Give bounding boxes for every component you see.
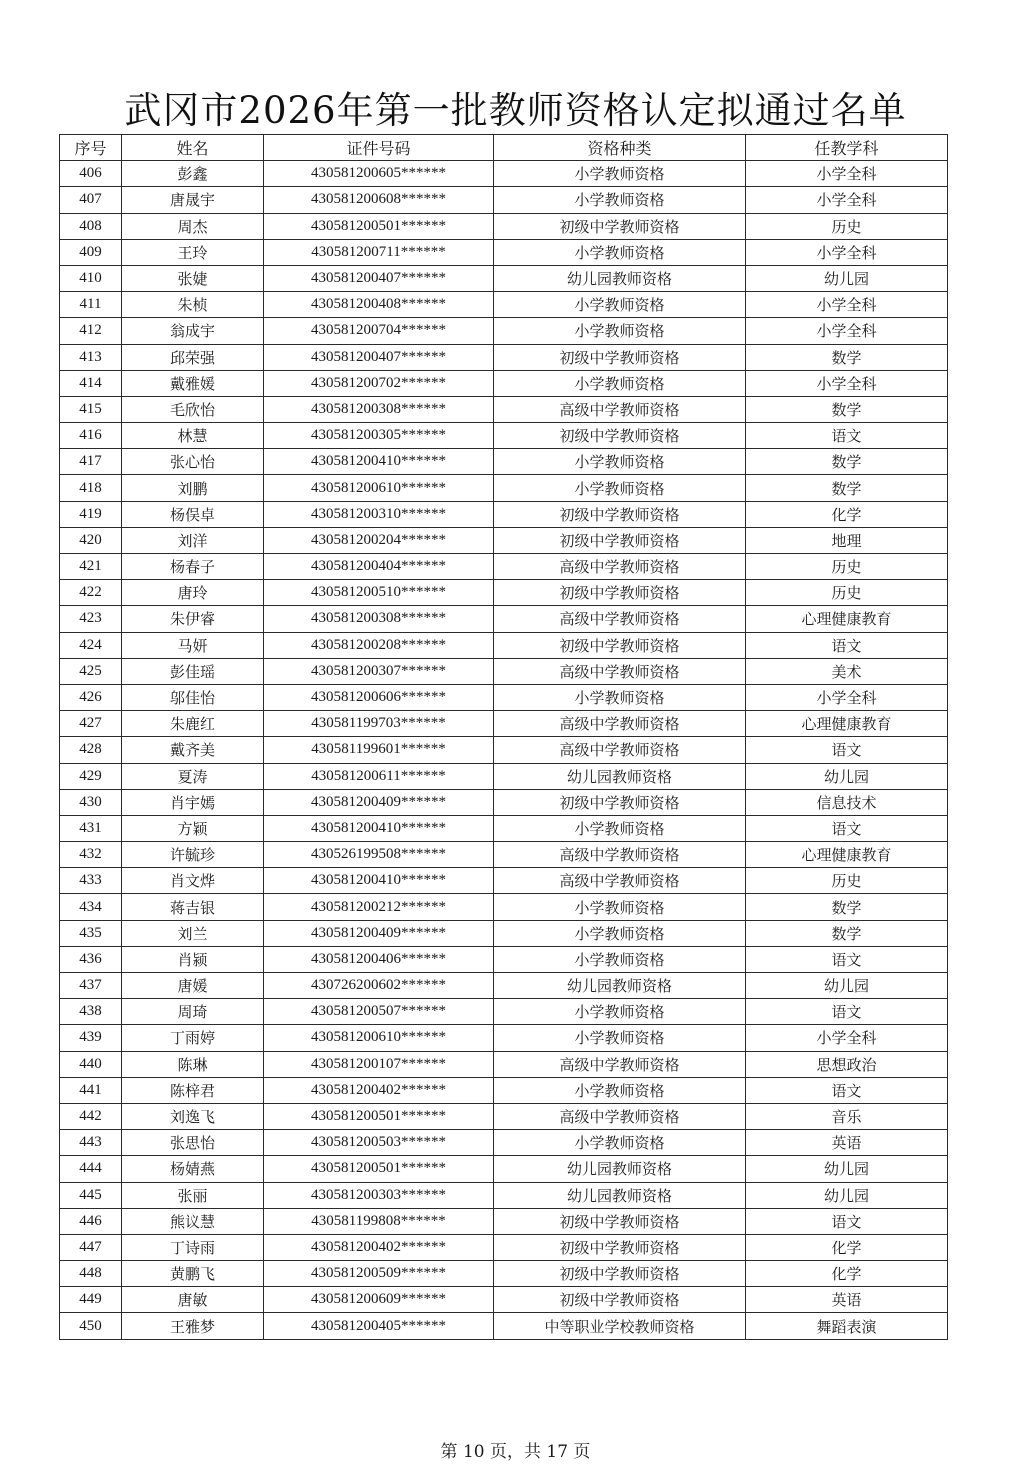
id-number: 430581200702****** [264,370,494,396]
row-number: 446 [60,1208,122,1234]
qualification-type: 高级中学教师资格 [494,711,746,737]
teacher-name: 马妍 [122,632,264,658]
teaching-subject: 幼儿园 [746,265,948,291]
id-number: 430581200606****** [264,684,494,710]
teaching-subject: 语文 [746,1077,948,1103]
teacher-name: 翁成宇 [122,318,264,344]
table-row [60,868,948,894]
table-row [60,1182,948,1208]
qualification-type: 小学教师资格 [494,370,746,396]
id-number: 430581200402****** [264,1234,494,1260]
col-header-id-number: 证件号码 [264,135,494,161]
teacher-name: 夏涛 [122,763,264,789]
teacher-name: 肖宇嫣 [122,789,264,815]
id-number: 430581200402****** [264,1077,494,1103]
teacher-name: 邱荣强 [122,344,264,370]
id-number: 430726200602****** [264,973,494,999]
qualification-type: 高级中学教师资格 [494,1051,746,1077]
table-row [60,842,948,868]
row-number: 423 [60,606,122,632]
table-row [60,763,948,789]
teaching-subject: 数学 [746,344,948,370]
qualification-type: 初级中学教师资格 [494,789,746,815]
qualification-type: 初级中学教师资格 [494,527,746,553]
table-row [60,711,948,737]
teaching-subject: 思想政治 [746,1051,948,1077]
teaching-subject: 数学 [746,449,948,475]
table-row [60,684,948,710]
id-number: 430581200509****** [264,1261,494,1287]
row-number: 437 [60,973,122,999]
teacher-name: 方颖 [122,815,264,841]
row-number: 415 [60,396,122,422]
qualification-type: 高级中学教师资格 [494,737,746,763]
teacher-name: 杨婧燕 [122,1156,264,1182]
table-row [60,1287,948,1313]
id-number: 430581199601****** [264,737,494,763]
id-number: 430581200303****** [264,1182,494,1208]
teaching-subject: 小学全科 [746,1025,948,1051]
table-row [60,396,948,422]
teacher-name: 刘鹏 [122,475,264,501]
qualification-type: 初级中学教师资格 [494,580,746,606]
table-row [60,1025,948,1051]
col-header-teaching-subject: 任教学科 [746,135,948,161]
id-number: 430581200611****** [264,763,494,789]
row-number: 428 [60,737,122,763]
teacher-name: 王玲 [122,239,264,265]
row-number: 445 [60,1182,122,1208]
row-number: 420 [60,527,122,553]
qualification-type: 小学教师资格 [494,815,746,841]
teaching-subject: 语文 [746,946,948,972]
teaching-subject: 心理健康教育 [746,606,948,632]
teaching-subject: 化学 [746,1234,948,1260]
id-number: 430581200501****** [264,213,494,239]
teaching-subject: 信息技术 [746,789,948,815]
id-number: 430581200310****** [264,501,494,527]
id-number: 430581200501****** [264,1156,494,1182]
teacher-name: 戴齐美 [122,737,264,763]
table-row [60,449,948,475]
id-number: 430581200212****** [264,894,494,920]
row-number: 443 [60,1130,122,1156]
id-number: 430581200610****** [264,475,494,501]
table-row [60,580,948,606]
qualification-type: 幼儿园教师资格 [494,1156,746,1182]
teaching-subject: 数学 [746,894,948,920]
row-number: 450 [60,1313,122,1339]
table-row [60,1313,948,1339]
table-row [60,501,948,527]
row-number: 406 [60,161,122,187]
id-number: 430581200510****** [264,580,494,606]
row-number: 430 [60,789,122,815]
table-row [60,632,948,658]
teaching-subject: 语文 [746,632,948,658]
id-number: 430581200407****** [264,344,494,370]
teacher-name: 张思怡 [122,1130,264,1156]
table-row [60,370,948,396]
teacher-name: 肖文烨 [122,868,264,894]
teaching-subject: 英语 [746,1287,948,1313]
teaching-subject: 语文 [746,999,948,1025]
qualification-type: 初级中学教师资格 [494,1261,746,1287]
teaching-subject: 小学全科 [746,318,948,344]
qualification-type: 小学教师资格 [494,449,746,475]
qualification-type: 小学教师资格 [494,920,746,946]
row-number: 426 [60,684,122,710]
document-title: 武冈市2026年第一批教师资格认定拟通过名单 [124,89,907,132]
table-row [60,1130,948,1156]
row-number: 414 [60,370,122,396]
teacher-name: 周杰 [122,213,264,239]
row-number: 413 [60,344,122,370]
teacher-name: 唐媛 [122,973,264,999]
teaching-subject: 小学全科 [746,239,948,265]
qualification-type: 高级中学教师资格 [494,868,746,894]
row-number: 422 [60,580,122,606]
qualification-type: 小学教师资格 [494,292,746,318]
qualification-type: 小学教师资格 [494,1077,746,1103]
teaching-subject: 美术 [746,658,948,684]
teacher-name: 陈梓君 [122,1077,264,1103]
qualification-type: 幼儿园教师资格 [494,1182,746,1208]
qualification-type: 初级中学教师资格 [494,632,746,658]
id-number: 430581200410****** [264,449,494,475]
teaching-subject: 小学全科 [746,684,948,710]
teaching-subject: 心理健康教育 [746,711,948,737]
table-row [60,658,948,684]
teaching-subject: 数学 [746,920,948,946]
row-number: 416 [60,423,122,449]
id-number: 430526199508****** [264,842,494,868]
row-number: 411 [60,292,122,318]
row-number: 438 [60,999,122,1025]
qualification-type: 初级中学教师资格 [494,344,746,370]
teaching-subject: 数学 [746,475,948,501]
qualification-type: 高级中学教师资格 [494,658,746,684]
qualification-type: 初级中学教师资格 [494,1287,746,1313]
table-row [60,527,948,553]
teacher-name: 熊议慧 [122,1208,264,1234]
id-number: 430581199703****** [264,711,494,737]
qualification-type: 小学教师资格 [494,1025,746,1051]
teaching-subject: 历史 [746,213,948,239]
teaching-subject: 历史 [746,554,948,580]
teaching-subject: 小学全科 [746,187,948,213]
teaching-subject: 历史 [746,868,948,894]
teacher-name: 陈琳 [122,1051,264,1077]
teacher-name: 朱伊睿 [122,606,264,632]
teaching-subject: 语文 [746,423,948,449]
teaching-subject: 英语 [746,1130,948,1156]
teacher-name: 刘兰 [122,920,264,946]
row-number: 440 [60,1051,122,1077]
qualification-type: 小学教师资格 [494,239,746,265]
teacher-name: 杨俣卓 [122,501,264,527]
table-row [60,946,948,972]
id-number: 430581200408****** [264,292,494,318]
id-number: 430581200608****** [264,187,494,213]
qualification-type: 小学教师资格 [494,894,746,920]
header-row [60,135,948,161]
table-row [60,789,948,815]
id-number: 430581200410****** [264,868,494,894]
row-number: 433 [60,868,122,894]
teacher-name: 许毓珍 [122,842,264,868]
table-row [60,1103,948,1129]
id-number: 430581200208****** [264,632,494,658]
teaching-subject: 幼儿园 [746,973,948,999]
qualification-type: 小学教师资格 [494,684,746,710]
page-footer: 第 10 页，共 17 页 [440,1442,591,1462]
table-row [60,1261,948,1287]
teacher-name: 杨春子 [122,554,264,580]
table-row [60,239,948,265]
row-number: 417 [60,449,122,475]
id-number: 430581200305****** [264,423,494,449]
id-number: 430581200204****** [264,527,494,553]
teaching-subject: 语文 [746,815,948,841]
qualification-type: 幼儿园教师资格 [494,973,746,999]
id-number: 430581200107****** [264,1051,494,1077]
teaching-subject: 小学全科 [746,292,948,318]
table-row [60,606,948,632]
table-row [60,318,948,344]
table-row [60,973,948,999]
qualification-type: 小学教师资格 [494,318,746,344]
teaching-subject: 小学全科 [746,161,948,187]
row-number: 442 [60,1103,122,1129]
id-number: 430581199808****** [264,1208,494,1234]
row-number: 412 [60,318,122,344]
qualification-type: 幼儿园教师资格 [494,265,746,291]
teacher-name: 丁诗雨 [122,1234,264,1260]
id-number: 430581200609****** [264,1287,494,1313]
qualification-type: 高级中学教师资格 [494,554,746,580]
row-number: 441 [60,1077,122,1103]
id-number: 430581200308****** [264,396,494,422]
teacher-name: 张婕 [122,265,264,291]
row-number: 449 [60,1287,122,1313]
table-row [60,737,948,763]
row-number: 408 [60,213,122,239]
teaching-subject: 语文 [746,1208,948,1234]
qualification-type: 小学教师资格 [494,1130,746,1156]
teacher-name: 张丽 [122,1182,264,1208]
id-number: 430581200501****** [264,1103,494,1129]
id-number: 430581200704****** [264,318,494,344]
row-number: 429 [60,763,122,789]
id-number: 430581200507****** [264,999,494,1025]
table-row [60,292,948,318]
teaching-subject: 地理 [746,527,948,553]
teaching-subject: 舞蹈表演 [746,1313,948,1339]
id-number: 430581200409****** [264,920,494,946]
teaching-subject: 小学全科 [746,370,948,396]
row-number: 418 [60,475,122,501]
row-number: 425 [60,658,122,684]
teaching-subject: 幼儿园 [746,763,948,789]
id-number: 430581200711****** [264,239,494,265]
qualification-type: 小学教师资格 [494,187,746,213]
row-number: 436 [60,946,122,972]
teacher-name: 王雅梦 [122,1313,264,1339]
teaching-subject: 心理健康教育 [746,842,948,868]
teacher-name: 林慧 [122,423,264,449]
id-number: 430581200409****** [264,789,494,815]
table-row [60,1051,948,1077]
qualification-type: 初级中学教师资格 [494,1208,746,1234]
teaching-subject: 历史 [746,580,948,606]
qualification-type: 小学教师资格 [494,946,746,972]
table-row [60,265,948,291]
row-number: 424 [60,632,122,658]
table-row [60,1156,948,1182]
id-number: 430581200605****** [264,161,494,187]
teaching-subject: 语文 [746,737,948,763]
teacher-name: 戴雅媛 [122,370,264,396]
teaching-subject: 音乐 [746,1103,948,1129]
row-number: 448 [60,1261,122,1287]
qualification-type: 幼儿园教师资格 [494,763,746,789]
table-row [60,213,948,239]
row-number: 435 [60,920,122,946]
teacher-name: 丁雨婷 [122,1025,264,1051]
id-number: 430581200503****** [264,1130,494,1156]
qualification-type: 初级中学教师资格 [494,423,746,449]
roster-table [59,134,948,1340]
id-number: 430581200610****** [264,1025,494,1051]
teaching-subject: 幼儿园 [746,1182,948,1208]
table-row [60,894,948,920]
id-number: 430581200407****** [264,265,494,291]
id-number: 430581200405****** [264,1313,494,1339]
teacher-name: 彭鑫 [122,161,264,187]
row-number: 432 [60,842,122,868]
teacher-name: 朱桢 [122,292,264,318]
teacher-name: 刘洋 [122,527,264,553]
teacher-name: 唐晟宇 [122,187,264,213]
col-header-qualification-type: 资格种类 [494,135,746,161]
row-number: 407 [60,187,122,213]
row-number: 444 [60,1156,122,1182]
col-header-name: 姓名 [122,135,264,161]
teacher-name: 邬佳怡 [122,684,264,710]
row-number: 434 [60,894,122,920]
table-row [60,344,948,370]
row-number: 427 [60,711,122,737]
row-number: 419 [60,501,122,527]
table-row [60,1234,948,1260]
table-row [60,187,948,213]
teaching-subject: 化学 [746,501,948,527]
teacher-name: 唐玲 [122,580,264,606]
table-row [60,423,948,449]
qualification-type: 初级中学教师资格 [494,213,746,239]
col-header-number: 序号 [60,135,122,161]
teaching-subject: 化学 [746,1261,948,1287]
table-row [60,1077,948,1103]
teacher-name: 蒋吉银 [122,894,264,920]
teacher-name: 毛欣怡 [122,396,264,422]
qualification-type: 小学教师资格 [494,999,746,1025]
teaching-subject: 幼儿园 [746,1156,948,1182]
qualification-type: 高级中学教师资格 [494,1103,746,1129]
teacher-name: 张心怡 [122,449,264,475]
table-row [60,475,948,501]
row-number: 447 [60,1234,122,1260]
table-row [60,1208,948,1234]
table-row [60,161,948,187]
row-number: 421 [60,554,122,580]
qualification-type: 中等职业学校教师资格 [494,1313,746,1339]
id-number: 430581200307****** [264,658,494,684]
row-number: 431 [60,815,122,841]
teacher-name: 黄鹏飞 [122,1261,264,1287]
table-row [60,920,948,946]
table-row [60,554,948,580]
table-row [60,815,948,841]
teacher-name: 刘逸飞 [122,1103,264,1129]
teacher-name: 周琦 [122,999,264,1025]
qualification-type: 小学教师资格 [494,475,746,501]
id-number: 430581200404****** [264,554,494,580]
qualification-type: 初级中学教师资格 [494,1234,746,1260]
qualification-type: 高级中学教师资格 [494,842,746,868]
table-row [60,999,948,1025]
roster-body [60,161,948,1339]
teacher-name: 肖颍 [122,946,264,972]
id-number: 430581200406****** [264,946,494,972]
qualification-type: 高级中学教师资格 [494,396,746,422]
teacher-name: 唐敏 [122,1287,264,1313]
teacher-name: 朱鹿红 [122,711,264,737]
row-number: 439 [60,1025,122,1051]
row-number: 409 [60,239,122,265]
teaching-subject: 数学 [746,396,948,422]
id-number: 430581200410****** [264,815,494,841]
qualification-type: 高级中学教师资格 [494,606,746,632]
row-number: 410 [60,265,122,291]
teacher-name: 彭佳瑶 [122,658,264,684]
qualification-type: 初级中学教师资格 [494,501,746,527]
qualification-type: 小学教师资格 [494,161,746,187]
id-number: 430581200308****** [264,606,494,632]
